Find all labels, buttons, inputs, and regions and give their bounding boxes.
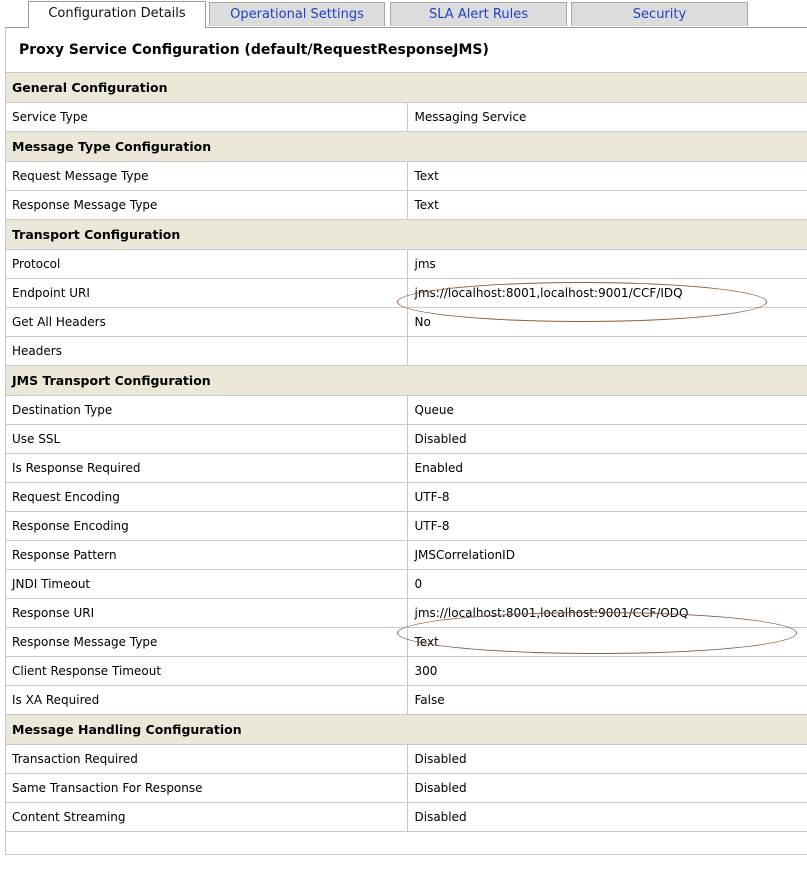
row-value: UTF-8: [407, 512, 807, 541]
config-panel: [5, 28, 807, 854]
table-row: [6, 803, 807, 832]
row-value: jms: [407, 250, 807, 279]
row-label: Content Streaming: [6, 803, 407, 832]
table-row: [6, 657, 807, 686]
config-table: [6, 73, 807, 832]
row-value: False: [407, 686, 807, 715]
row-label: Endpoint URI: [6, 279, 407, 308]
row-value: Disabled: [407, 803, 807, 832]
table-row: [6, 454, 807, 483]
row-label: Response URI: [6, 599, 407, 628]
row-value: [407, 337, 807, 366]
section-header-message-handling: [6, 715, 807, 745]
table-row: [6, 512, 807, 541]
section-header-general: [6, 73, 807, 103]
row-label: Response Pattern: [6, 541, 407, 570]
row-value: Enabled: [407, 454, 807, 483]
row-label: Transaction Required: [6, 745, 407, 774]
row-value: 0: [407, 570, 807, 599]
row-value: Messaging Service: [407, 103, 807, 132]
row-value: Text: [407, 191, 807, 220]
row-label: Same Transaction For Response: [6, 774, 407, 803]
row-label: Request Encoding: [6, 483, 407, 512]
table-row: [6, 308, 807, 337]
row-label: Service Type: [6, 103, 407, 132]
row-label: Client Response Timeout: [6, 657, 407, 686]
row-label: Protocol: [6, 250, 407, 279]
section-header-jms-transport: [6, 366, 807, 396]
page-title: Proxy Service Configuration (default/RequestResponseJMS): [6, 28, 807, 73]
table-row: [6, 425, 807, 454]
table-row: [6, 103, 807, 132]
table-row: [6, 745, 807, 774]
table-row: [6, 774, 807, 803]
row-label: Response Message Type: [6, 191, 407, 220]
row-label: Is XA Required: [6, 686, 407, 715]
section-header-message-type: [6, 132, 807, 162]
table-row: [6, 250, 807, 279]
row-label: Get All Headers: [6, 308, 407, 337]
row-value: Text: [407, 162, 807, 191]
tab-security[interactable]: Security: [571, 2, 748, 26]
tab-bar: [0, 0, 807, 28]
table-row: [6, 570, 807, 599]
table-row: [6, 599, 807, 628]
row-label: Is Response Required: [6, 454, 407, 483]
section-header-transport: [6, 220, 807, 250]
response-uri-value: jms://localhost:8001,localhost:9001/CCF/ODQ: [407, 599, 807, 628]
row-label: Destination Type: [6, 396, 407, 425]
row-label: Request Message Type: [6, 162, 407, 191]
tab-configuration-details[interactable]: Configuration Details: [28, 1, 206, 28]
section-title: Transport Configuration: [6, 220, 807, 250]
tab-operational-settings[interactable]: Operational Settings: [209, 2, 385, 26]
row-label: Response Encoding: [6, 512, 407, 541]
row-label: Response Message Type: [6, 628, 407, 657]
table-row: [6, 396, 807, 425]
row-value: 300: [407, 657, 807, 686]
section-title: Message Type Configuration: [6, 132, 807, 162]
row-label: Use SSL: [6, 425, 407, 454]
table-row: [6, 279, 807, 308]
row-label: Headers: [6, 337, 407, 366]
row-value: JMSCorrelationID: [407, 541, 807, 570]
row-value: Queue: [407, 396, 807, 425]
row-value: Disabled: [407, 774, 807, 803]
section-title: Message Handling Configuration: [6, 715, 807, 745]
table-row: [6, 337, 807, 366]
table-row: [6, 483, 807, 512]
section-title: General Configuration: [6, 73, 807, 103]
row-value: Text: [407, 628, 807, 657]
table-bottom-border: [5, 854, 807, 855]
row-value: Disabled: [407, 425, 807, 454]
row-label: JNDI Timeout: [6, 570, 407, 599]
table-row: [6, 686, 807, 715]
row-value: UTF-8: [407, 483, 807, 512]
row-value: Disabled: [407, 745, 807, 774]
table-row: [6, 162, 807, 191]
section-title: JMS Transport Configuration: [6, 366, 807, 396]
table-row: [6, 541, 807, 570]
endpoint-uri-value: jms://localhost:8001,localhost:9001/CCF/IDQ: [407, 279, 807, 308]
row-value: No: [407, 308, 807, 337]
table-row: [6, 191, 807, 220]
tab-sla-alert-rules[interactable]: SLA Alert Rules: [390, 2, 567, 26]
table-row: [6, 628, 807, 657]
